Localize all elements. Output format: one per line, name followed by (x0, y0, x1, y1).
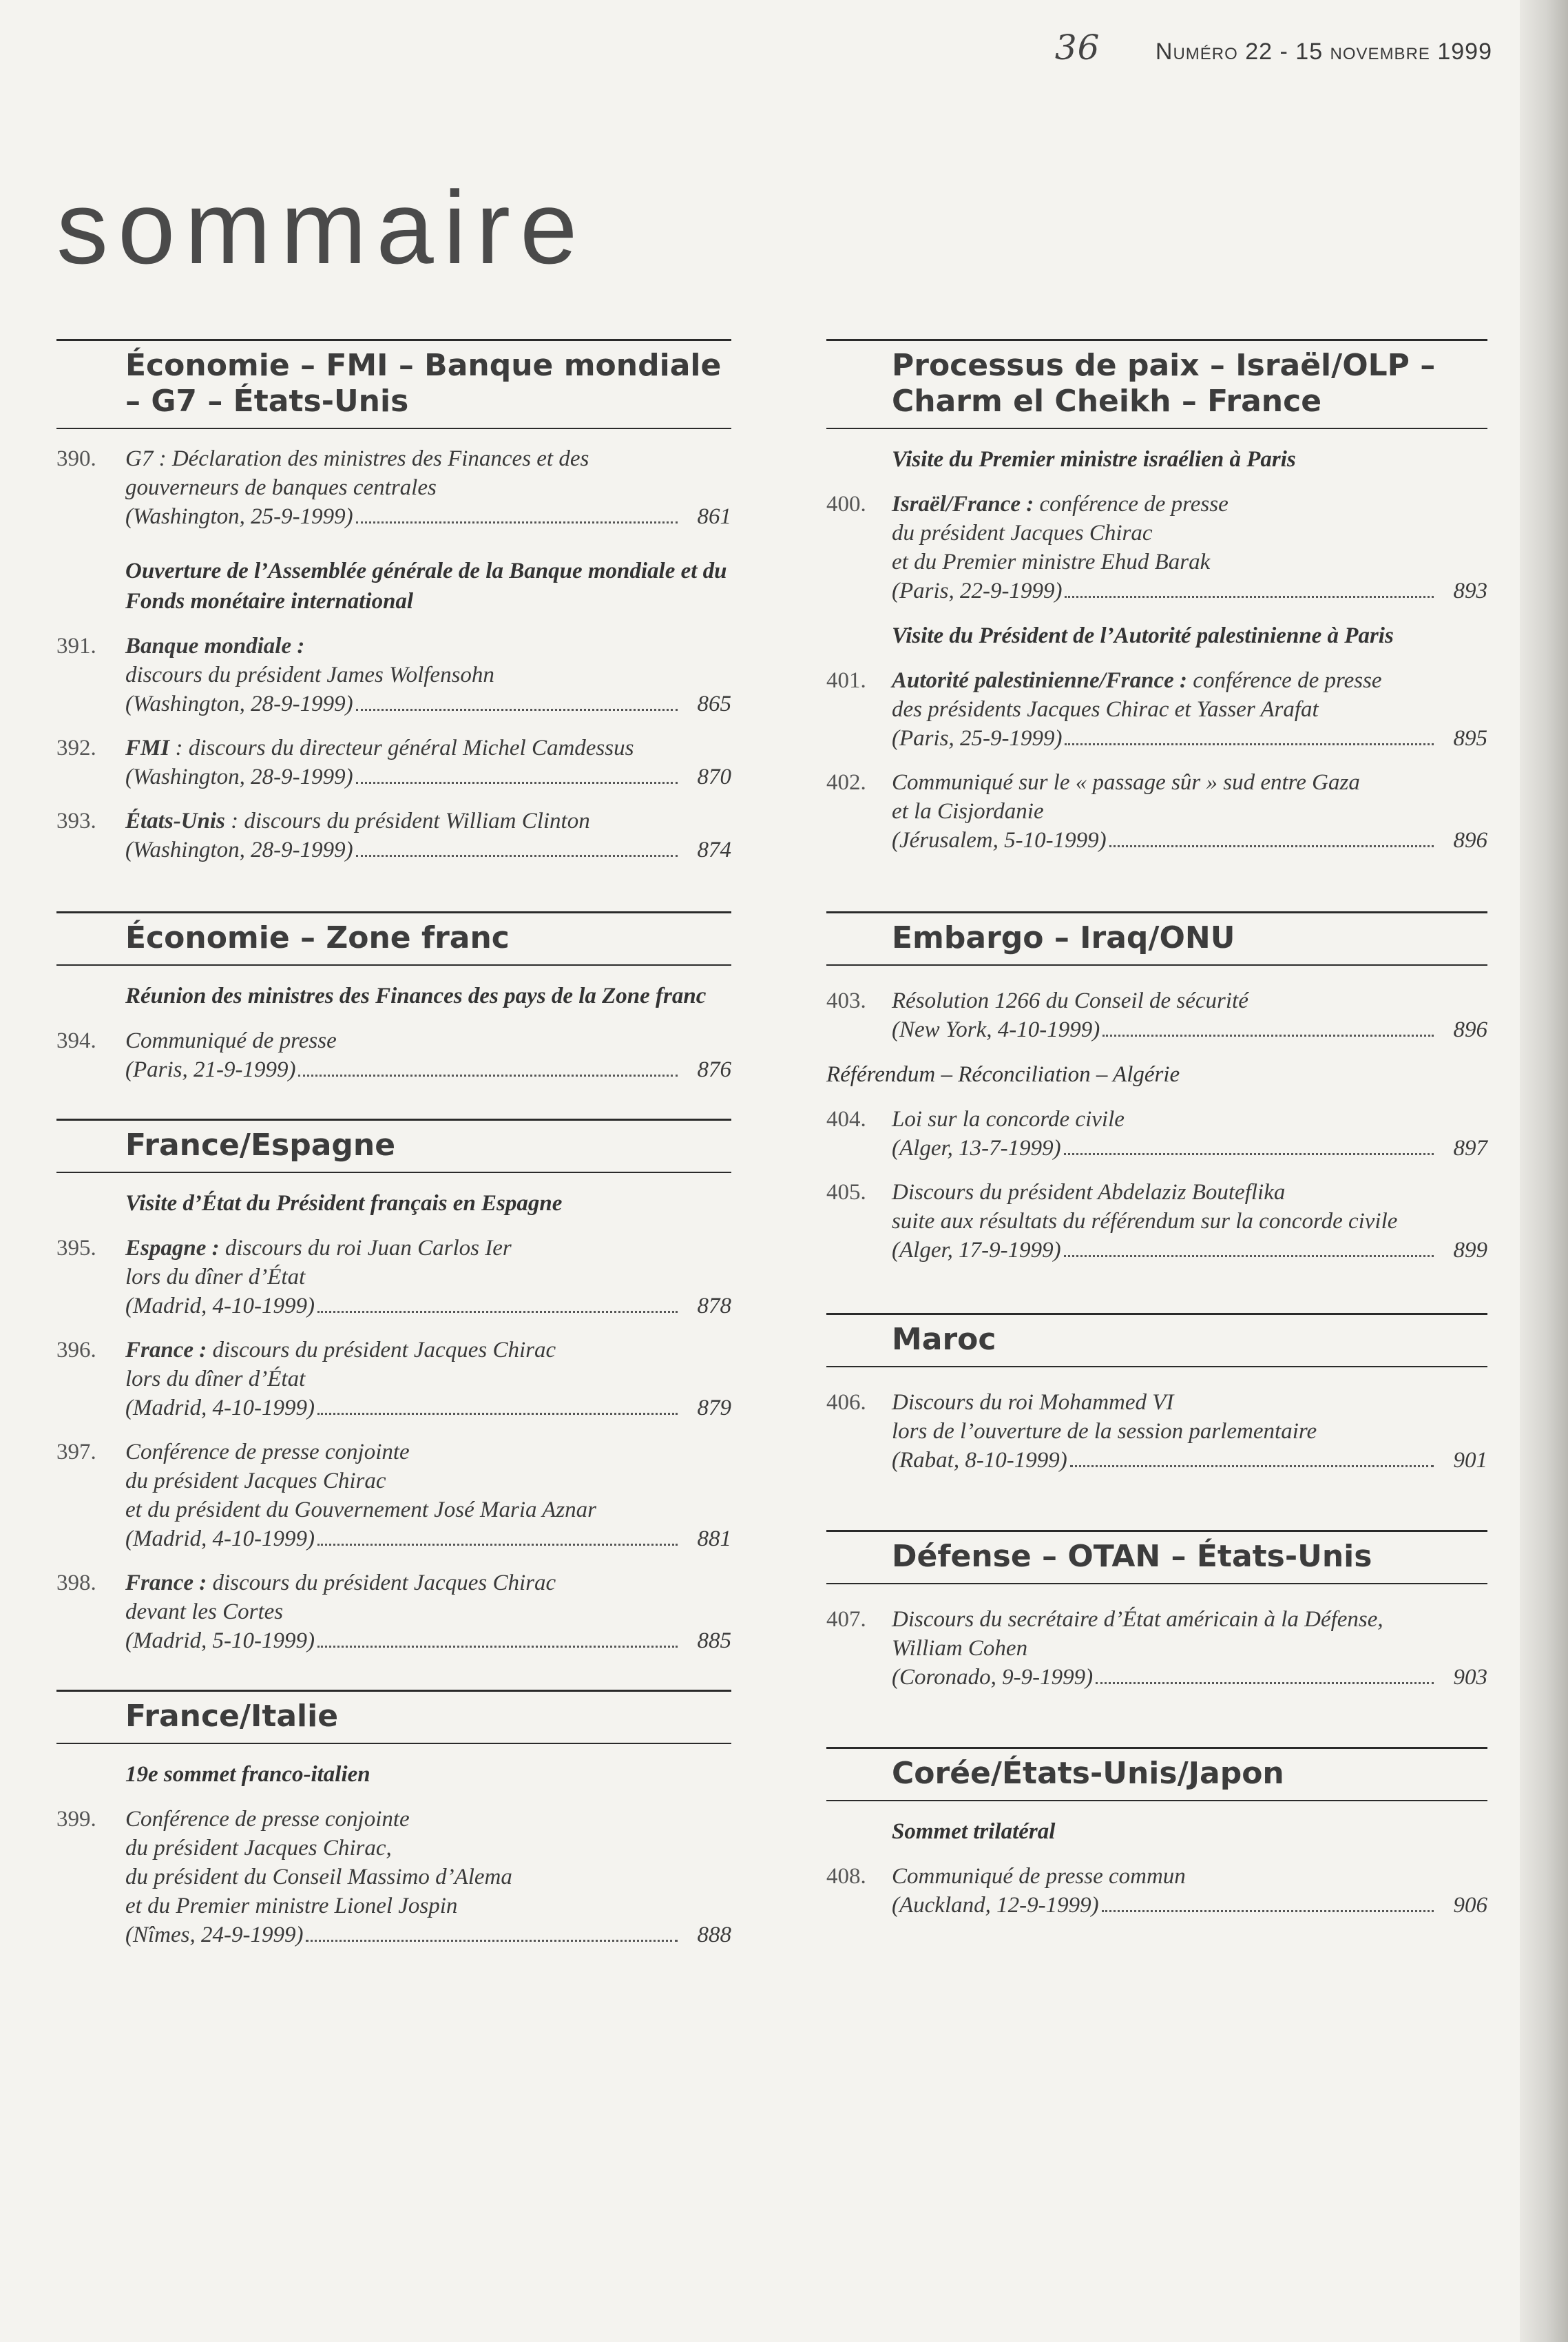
entry-number: 406. (826, 1390, 866, 1415)
entry-text: discours du président Jacques Chirac (207, 1571, 556, 1595)
entry-395[interactable] (56, 1234, 731, 1320)
leader-dots (356, 855, 678, 857)
entry-404[interactable] (826, 1105, 1487, 1163)
section-coree-japon (826, 1747, 1487, 1920)
leader-dots (317, 1544, 678, 1546)
entry-text: Discours du roi Mohammed VI (892, 1390, 1174, 1415)
leader-dots (298, 1075, 678, 1077)
entry-source: (Paris, 21-9-1999) (125, 1057, 296, 1082)
entry-source: (Alger, 13-7-1999) (892, 1136, 1061, 1161)
entry-number: 391. (56, 634, 96, 659)
leader-dots (1064, 1153, 1434, 1155)
entry-text: du président Jacques Chirac (125, 1469, 386, 1493)
section-economie-fmi (56, 339, 731, 864)
entry-keyword: Espagne : (125, 1236, 220, 1261)
entry-393[interactable] (56, 807, 731, 864)
entry-source: (Washington, 25-9-1999) (125, 504, 353, 529)
subsection-heading: Visite du Premier ministre israélien à Paris (892, 447, 1296, 472)
entry-text: du président Jacques Chirac (892, 521, 1153, 546)
section-heading: France/Italie (56, 1690, 731, 1744)
entry-text: Communiqué sur le « passage sûr » sud entre Gaza (892, 770, 1360, 795)
entry-text: : Déclaration des ministres des Finances et des (153, 446, 589, 471)
entry-405[interactable] (826, 1178, 1487, 1265)
leader-dots (317, 1646, 678, 1648)
page-number: 896 (1453, 1017, 1487, 1042)
subsection-heading: Référendum – Réconciliation – Algérie (826, 1062, 1180, 1087)
page-number: 897 (1453, 1136, 1487, 1161)
entry-number: 403. (826, 988, 866, 1013)
entry-source: (Auckland, 12-9-1999) (892, 1893, 1099, 1918)
entry-source: (Alger, 17-9-1999) (892, 1238, 1061, 1263)
section-processus-de-paix (826, 339, 1487, 855)
entry-keyword: France : (125, 1338, 207, 1362)
subsection-heading: 19e sommet franco-italien (125, 1762, 370, 1787)
leader-dots (1064, 1255, 1434, 1257)
entry-number: 392. (56, 736, 96, 760)
leader-dots (1065, 596, 1434, 598)
subsection-heading: Sommet trilatéral (892, 1819, 1056, 1844)
subsection-heading: Réunion des ministres des Finances des pays de la Zone franc (125, 984, 707, 1008)
leader-dots (317, 1413, 678, 1415)
entry-source: (Rabat, 8-10-1999) (892, 1448, 1067, 1473)
page-number: 893 (1453, 579, 1487, 603)
page-number: 870 (697, 765, 731, 789)
leader-dots (1109, 845, 1434, 847)
entry-394[interactable] (56, 1026, 731, 1084)
section-france-italie (56, 1690, 731, 1949)
page-number: 874 (697, 838, 731, 862)
right-column (826, 339, 1487, 1954)
page-number: 876 (697, 1057, 731, 1082)
entry-number: 401. (826, 668, 866, 693)
left-column (56, 339, 731, 1984)
entry-keyword: Israël/France : (892, 492, 1034, 517)
leader-dots (1070, 1465, 1434, 1467)
entry-401[interactable] (826, 666, 1487, 753)
subsection-heading: Visite d’État du Président français en Espagne (125, 1191, 563, 1216)
entry-403[interactable] (826, 986, 1487, 1044)
entry-text: Communiqué de presse (125, 1028, 337, 1053)
leader-dots (356, 782, 678, 784)
entry-text: Conférence de presse conjointe (125, 1807, 410, 1832)
page-number: 888 (697, 1923, 731, 1947)
leader-dots (306, 1940, 678, 1942)
entry-text: et du président du Gouvernement José Maria Aznar (125, 1498, 597, 1522)
page-number: 903 (1453, 1665, 1487, 1690)
entry-source: (Madrid, 4-10-1999) (125, 1526, 315, 1551)
page-number: 879 (697, 1396, 731, 1420)
entry-text: du président du Conseil Massimo d’Alema (125, 1865, 512, 1889)
entry-source: (Madrid, 5-10-1999) (125, 1628, 315, 1653)
entry-number: 400. (826, 492, 866, 517)
subsection-heading: Ouverture de l’Assemblée générale de la Banque mondiale et du Fonds monétaire international (125, 559, 727, 614)
entry-text: Résolution 1266 du Conseil de sécurité (892, 988, 1248, 1013)
entry-406[interactable] (826, 1388, 1487, 1475)
entry-keyword: Banque mondiale : (125, 634, 305, 659)
section-heading: Économie – Zone franc (56, 911, 731, 966)
entry-text: discours du président James Wolfensohn (125, 663, 494, 687)
entry-text: devant les Cortes (125, 1599, 284, 1624)
section-defense-otan (826, 1530, 1487, 1692)
entry-392[interactable] (56, 734, 731, 791)
page-number: 895 (1453, 726, 1487, 751)
page-number: 906 (1453, 1893, 1487, 1918)
section-heading: Défense – OTAN – États-Unis (826, 1530, 1487, 1584)
entry-text: Conférence de presse conjointe (125, 1440, 410, 1464)
entry-number: 396. (56, 1338, 96, 1362)
page-number: 881 (697, 1526, 731, 1551)
leader-dots (1065, 743, 1434, 745)
entry-keyword: FMI (125, 736, 170, 760)
entry-text: gouverneurs de banques centrales (125, 475, 437, 500)
entry-number: 399. (56, 1807, 96, 1832)
entry-text: discours du roi Juan Carlos Ier (219, 1236, 512, 1261)
entry-text: conférence de presse (1034, 492, 1229, 517)
section-france-espagne (56, 1119, 731, 1655)
entry-text: Discours du président Abdelaziz Bouteflika (892, 1180, 1286, 1205)
entry-source: (Nîmes, 24-9-1999) (125, 1923, 304, 1947)
entry-390[interactable] (56, 444, 731, 531)
entry-source: (Paris, 22-9-1999) (892, 579, 1063, 603)
page-number: 885 (697, 1628, 731, 1653)
entry-source: (Paris, 25-9-1999) (892, 726, 1063, 751)
entry-text: Loi sur la concorde civile (892, 1107, 1125, 1132)
page-header (1055, 28, 1492, 68)
entry-number: 405. (826, 1180, 866, 1205)
leader-dots (1096, 1682, 1434, 1684)
entry-source: (Coronado, 9-9-1999) (892, 1665, 1094, 1690)
entry-text: conférence de presse (1187, 668, 1382, 693)
entry-number: 402. (826, 770, 866, 795)
page-number: 865 (697, 692, 731, 716)
entry-text: du président Jacques Chirac, (125, 1836, 392, 1861)
entry-text: : discours du directeur général Michel Camdessus (169, 736, 634, 760)
page-number: 878 (697, 1294, 731, 1318)
leader-dots (356, 521, 678, 524)
entry-text: suite aux résultats du référendum sur la concorde civile (892, 1209, 1398, 1234)
page-number: 899 (1453, 1238, 1487, 1263)
entry-text: et du Premier ministre Lionel Jospin (125, 1894, 458, 1918)
page-binding-edge (1520, 0, 1568, 2342)
entry-keyword: États-Unis (125, 809, 225, 833)
issue-label: Numéro 22 - 15 novembre 1999 (1155, 39, 1492, 65)
entry-397[interactable] (56, 1438, 731, 1553)
section-embargo-iraq (826, 911, 1487, 1265)
section-zone-franc (56, 911, 731, 1084)
leader-dots (1102, 1910, 1434, 1912)
entry-number: 407. (826, 1607, 866, 1632)
section-maroc (826, 1313, 1487, 1475)
entry-source: (Madrid, 4-10-1999) (125, 1294, 315, 1318)
entry-number: 394. (56, 1028, 96, 1053)
handwritten-note: 36 (1054, 28, 1100, 68)
entry-398[interactable] (56, 1568, 731, 1655)
entry-source: (Madrid, 4-10-1999) (125, 1396, 315, 1420)
entry-text: lors de l’ouverture de la session parlementaire (892, 1419, 1317, 1444)
leader-dots (356, 709, 678, 711)
entry-text: et du Premier ministre Ehud Barak (892, 550, 1211, 574)
entry-text: et la Cisjordanie (892, 799, 1044, 824)
section-heading: Corée/États-Unis/Japon (826, 1747, 1487, 1801)
leader-dots (317, 1311, 678, 1313)
section-heading: Maroc (826, 1313, 1487, 1367)
page-number: 861 (697, 504, 731, 529)
entry-number: 404. (826, 1107, 866, 1132)
entry-source: (New York, 4-10-1999) (892, 1017, 1100, 1042)
entry-source: (Washington, 28-9-1999) (125, 765, 353, 789)
entry-keyword: France : (125, 1571, 207, 1595)
entry-number: 398. (56, 1571, 96, 1595)
entry-number: 393. (56, 809, 96, 833)
subsection-heading: Visite du Président de l’Autorité palestinienne à Paris (892, 623, 1394, 648)
entry-text: Discours du secrétaire d’État américain à la Défense, (892, 1607, 1383, 1632)
entry-text: lors du dîner d’État (125, 1367, 306, 1391)
entry-number: 397. (56, 1440, 96, 1464)
section-heading: France/Espagne (56, 1119, 731, 1173)
entry-396[interactable] (56, 1336, 731, 1422)
entry-keyword: G7 (125, 446, 154, 471)
entry-number: 390. (56, 446, 96, 471)
entry-400[interactable] (826, 490, 1487, 605)
entry-391[interactable] (56, 632, 731, 718)
entry-408[interactable] (826, 1862, 1487, 1920)
section-heading: Économie – FMI – Banque mondiale – G7 – États-Unis (56, 339, 731, 429)
leader-dots (1102, 1035, 1434, 1037)
entry-source: (Washington, 28-9-1999) (125, 838, 353, 862)
entry-keyword: Autorité palestinienne/France : (892, 668, 1188, 693)
entry-number: 408. (826, 1864, 866, 1889)
entry-text: discours du président Jacques Chirac (207, 1338, 556, 1362)
entry-text: : discours du président William Clinton (224, 809, 590, 833)
entry-407[interactable] (826, 1605, 1487, 1692)
entry-number: 395. (56, 1236, 96, 1261)
entry-text: Communiqué de presse commun (892, 1864, 1186, 1889)
entry-text: William Cohen (892, 1636, 1028, 1661)
page-number: 901 (1453, 1448, 1487, 1473)
section-heading: Processus de paix – Israël/OLP – Charm el Cheikh – France (826, 339, 1487, 429)
entry-399[interactable] (56, 1805, 731, 1949)
entry-source: (Jérusalem, 5-10-1999) (892, 828, 1107, 853)
section-heading: Embargo – Iraq/ONU (826, 911, 1487, 966)
entry-text: des présidents Jacques Chirac et Yasser Arafat (892, 697, 1319, 722)
page-number: 896 (1453, 828, 1487, 853)
entry-text: lors du dîner d’État (125, 1265, 306, 1289)
entry-402[interactable] (826, 768, 1487, 855)
page-title: sommaire (56, 169, 587, 285)
entry-source: (Washington, 28-9-1999) (125, 692, 353, 716)
